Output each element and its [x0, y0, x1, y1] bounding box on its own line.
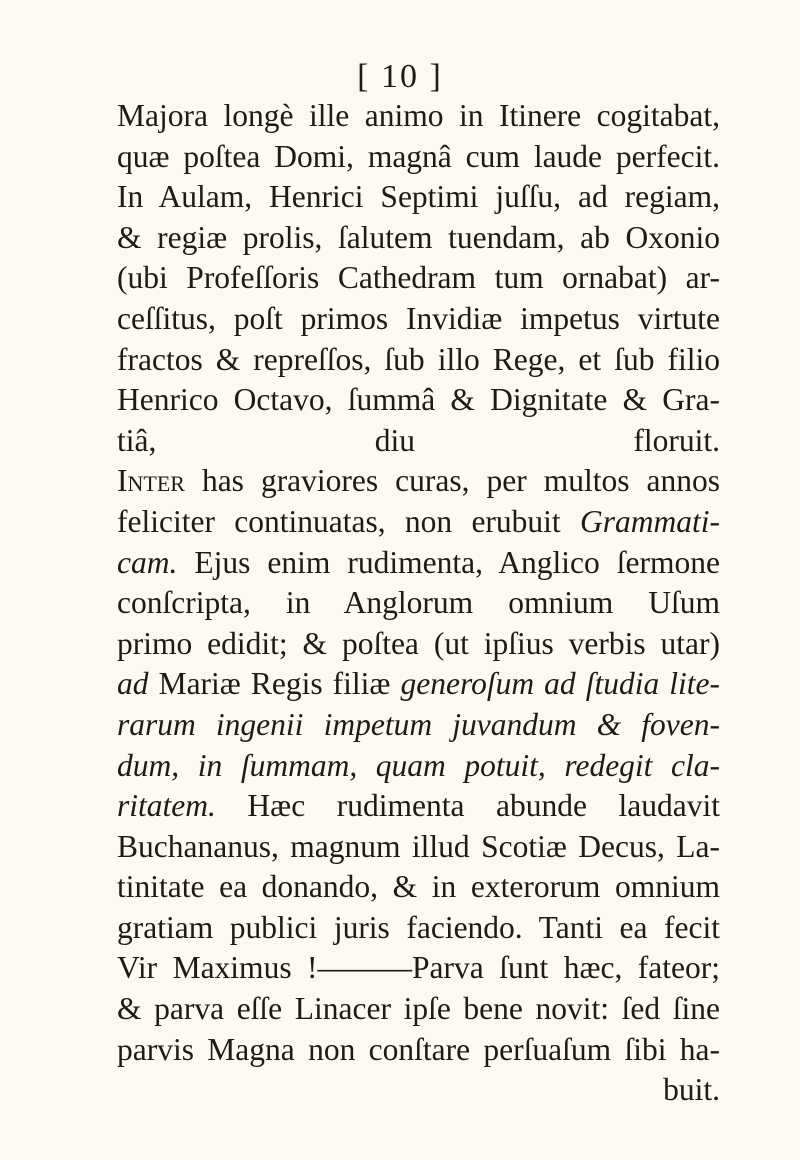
italic-text: ad — [117, 666, 149, 702]
text-segment: primo edidit; & poſtea (ut ipſius verbis utar) — [117, 625, 720, 661]
text-line — [117, 380, 720, 421]
text-line — [117, 421, 720, 462]
small-caps-text: Inter — [117, 463, 185, 499]
text-segment: quæ poſtea Domi, magnâ cum laude perfecit. — [117, 138, 720, 174]
text-line — [117, 746, 720, 787]
text-line — [117, 137, 720, 178]
text-line — [117, 461, 720, 502]
text-segment: Henrico Octavo, ſummâ & Dignitate & Gra- — [117, 382, 720, 418]
text-segment: In Aulam, Henrici Septimi juſſu, ad regiam, — [117, 179, 720, 215]
text-line — [117, 867, 720, 908]
text-segment: feliciter continuatas, non erubuit — [117, 503, 580, 539]
text-line — [117, 340, 720, 381]
text-segment: tiâ, diu floruit. — [117, 422, 720, 458]
italic-text: ritatem. — [117, 788, 216, 824]
text-line — [117, 664, 720, 705]
italic-text: rarum ingenii impetum juvandum & foven- — [117, 706, 720, 742]
text-segment: has graviores curas, per multos annos — [184, 463, 720, 499]
text-segment: gratiam publici juris faciendo. Tanti ea fecit — [117, 909, 720, 945]
text-line — [117, 705, 720, 746]
text-line — [117, 827, 720, 868]
text-line — [117, 502, 720, 543]
text-line — [117, 1030, 720, 1071]
text-segment: & regiæ prolis, ſalutem tuendam, ab Oxonio — [117, 219, 720, 255]
text-segment: fractos & repreſſos, ſub illo Rege, et ſub filio — [117, 341, 720, 377]
text-line — [117, 96, 720, 137]
text-line — [117, 258, 720, 299]
text-segment: & parva eſſe Linacer ipſe bene novit: ſed ſine — [117, 991, 720, 1027]
text-segment: ceſſitus, poſt primos Invidiæ impetus virtute — [117, 300, 720, 336]
text-segment: buit. — [663, 1072, 720, 1108]
italic-text: generoſum ad ſtudia lite- — [400, 666, 720, 702]
text-line — [117, 948, 720, 989]
text-segment: Ejus enim rudimenta, Anglico ſermone — [177, 544, 720, 580]
text-segment: Vir Maximus !———Parva ſunt hæc, fateor; — [117, 950, 720, 986]
text-line — [117, 543, 720, 584]
text-line — [117, 908, 720, 949]
text-segment: tinitate ea donando, & in exterorum omnium — [117, 869, 720, 905]
italic-text: dum, in ſummam, quam potuit, redegit cla- — [117, 747, 720, 783]
text-line — [117, 583, 720, 624]
text-line — [117, 299, 720, 340]
text-line — [117, 624, 720, 665]
text-segment: parvis Magna non conſtare perſuaſum ſibi ha- — [117, 1031, 720, 1067]
text-line — [117, 177, 720, 218]
text-segment: (ubi Profeſſoris Cathedram tum ornabat) ar- — [117, 260, 720, 296]
text-segment: Majora longè ille animo in Itinere cogitabat, — [117, 98, 720, 133]
text-line — [117, 786, 720, 827]
italic-text: cam. — [117, 544, 178, 580]
text-segment: Hæc rudimenta abunde laudavit — [215, 788, 720, 824]
text-segment: Mariæ Regis filiæ — [148, 666, 401, 702]
text-line — [117, 1070, 720, 1111]
text-segment: conſcripta, in Anglorum omnium Uſum — [117, 585, 720, 621]
text-line — [117, 218, 720, 259]
text-segment: Buchananus, magnum illud Scotiæ Decus, La- — [117, 828, 720, 864]
page-number: [ 10 ] — [357, 58, 443, 95]
body-text — [117, 96, 720, 1111]
italic-text: Grammati- — [580, 503, 720, 539]
text-line — [117, 989, 720, 1030]
